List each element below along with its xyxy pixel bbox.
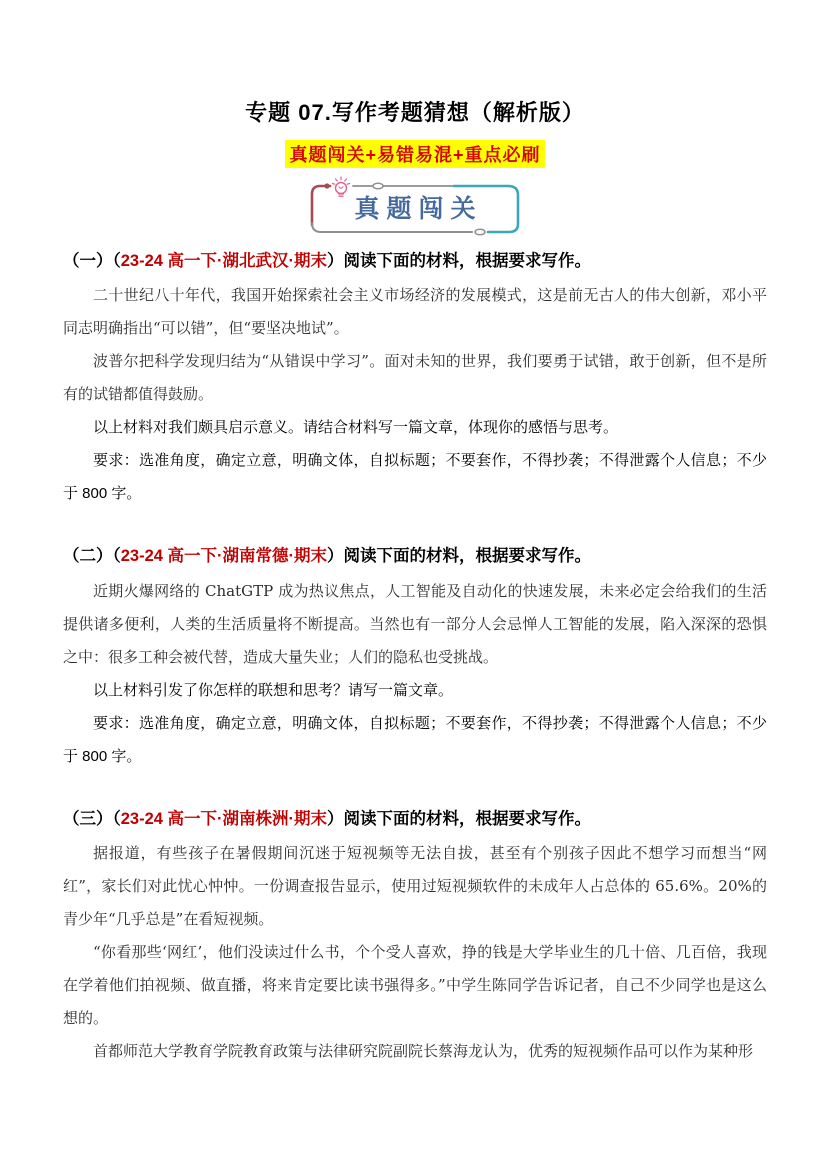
quiz-section-box xyxy=(304,176,526,238)
prompt-paragraph: 以上材料引发了你怎样的联想和思考？请写一篇文章。 xyxy=(93,681,454,699)
material-paragraph: 波普尔把科学发现归结为“从错误中学习”。面对未知的世界，我们要勇于试错，敢于创新，但不是所有的试错都值得鼓励。 xyxy=(63,352,767,404)
material-paragraph: 近期火爆网络的 ChatGTP 成为热议焦点，人工智能及自动化的快速发展，未来必定会给我们的生活提供诸多便利，人类的生活质量将不断提高。当然也有一部分人会忌惮人工智能的发展，陷入深深的恐惧之中：很多工种会被代替，造成大量失业；人们的隐私也受挑战。 xyxy=(63,581,767,666)
material-paragraph-truncated: 首都师范大学教育学院教育政策与法律研究院副院长蔡海龙认为，优秀的短视频作品可以作为某种形 xyxy=(93,1042,754,1061)
material-paragraph: “你看那些‘网红’，他们没读过什么书，个个受人喜欢，挣的钱是大学毕业生的几十倍、几百倍，我现在学着他们拍视频、做直播，将来肯定要比读书强得多。”中学生陈同学告诉记者，自己不少同学也是这么想的。 xyxy=(63,943,767,1028)
section-2-heading xyxy=(63,543,767,569)
section-1-heading xyxy=(63,248,767,274)
section-number: （一）（ xyxy=(63,252,121,270)
material-paragraph: 二十世纪八十年代，我国开始探索社会主义市场经济的发展模式，这是前无古人的伟大创新，邓小平同志明确指出“可以错”，但“要坚决地试”。 xyxy=(63,286,767,338)
section-source: 23-24 高一下·湖南株洲·期末 xyxy=(120,809,328,828)
section-instruction: ）阅读下面的材料，根据要求写作。 xyxy=(327,252,592,270)
banner-row xyxy=(63,140,767,168)
section-1 xyxy=(63,248,767,510)
section-2 xyxy=(63,543,767,772)
requirements-paragraph: 要求：选准角度，确定立意，明确文体，自拟标题；不要套作，不得抄袭；不得泄露个人信息；不少于 800 字。 xyxy=(63,714,767,765)
section-source: 23-24 高一下·湖北武汉·期末 xyxy=(120,252,328,270)
section-source: 23-24 高一下·湖南常德·期末 xyxy=(120,547,328,566)
section-instruction: ）阅读下面的材料，根据要求写作。 xyxy=(327,547,592,566)
section-3 xyxy=(63,806,767,1068)
page-title: 专题 07.写作考题猜想（解析版） xyxy=(245,100,585,125)
prompt-paragraph: 以上材料对我们颇具启示意义。请结合材料写一篇文章，体现你的感悟与思考。 xyxy=(93,419,619,437)
section-number: （二）（ xyxy=(63,547,121,566)
section-3-heading xyxy=(63,806,767,832)
section-instruction: ）阅读下面的材料，根据要求写作。 xyxy=(327,809,592,828)
material-paragraph: 据报道，有些孩子在暑假期间沉迷于短视频等无法自拔，甚至有个别孩子因此不想学习而想当“网红”，家长们对此忧心忡忡。一份调查报告显示，使用过短视频软件的未成年人占总体的 65.6%。20%的青少年“几乎总是”在看短视频。 xyxy=(63,844,767,929)
requirements-paragraph: 要求：选准角度，确定立意，明确文体，自拟标题；不要套作，不得抄袭；不得泄露个人信息；不少于 800 字。 xyxy=(63,452,767,503)
banner-highlight: 真题闯关+易错易混+重点必刷 xyxy=(285,140,544,168)
section-number: （三）（ xyxy=(63,809,121,828)
quiz-box-label: 真题闯关 xyxy=(354,196,483,223)
